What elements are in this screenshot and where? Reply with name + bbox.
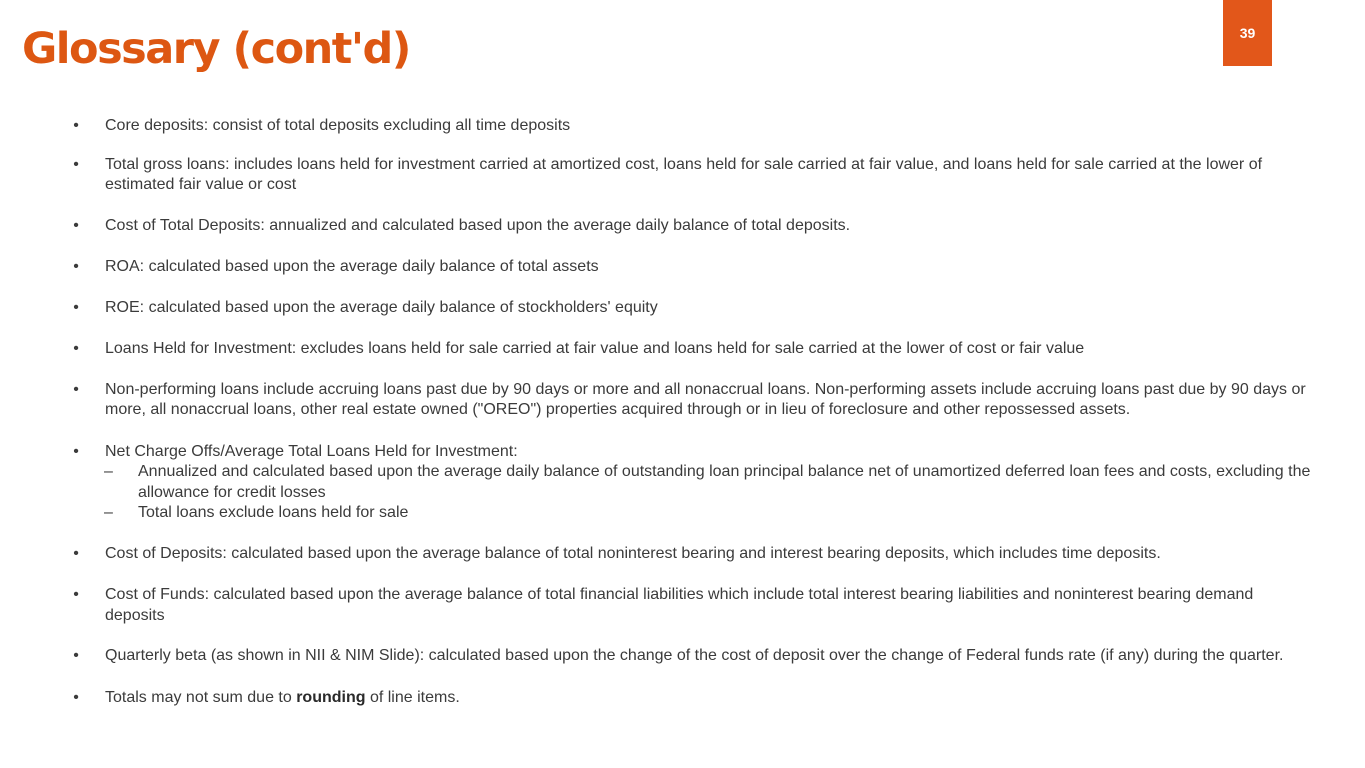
item-text: Quarterly beta (as shown in NII & NIM Slide): calculated based upon the change of the cost of deposit over the change of Federal funds rate (if any) during the quarter. <box>105 647 1284 664</box>
glossary-list <box>70 116 1316 708</box>
bullet-icon: • <box>73 647 79 664</box>
item-text: Cost of Deposits: calculated based upon the average balance of total noninterest bearing and interest bearing deposits, which includes time deposits. <box>105 544 1161 562</box>
page-title: Glossary (cont'd) <box>22 24 410 74</box>
page-number-badge: 39 <box>1223 0 1272 66</box>
bullet-icon: • <box>73 155 79 173</box>
item-text: Total gross loans: includes loans held for investment carried at amortized cost, loans held for sale carried at fair value, and loans held for sale carried at the lower of estimated fair value or cost <box>105 155 1263 193</box>
sub-list-item <box>70 503 1316 524</box>
sub-list <box>105 462 1316 524</box>
sub-item-text: Total loans exclude loans held for sale <box>138 504 409 521</box>
list-item-net-charge-offs <box>70 442 1316 524</box>
list-item-roa <box>70 257 1316 278</box>
item-text: ROE: calculated based upon the average daily balance of stockholders' equity <box>105 298 658 316</box>
list-item-cost-of-funds <box>70 585 1316 626</box>
item-text: ROA: calculated based upon the average daily balance of total assets <box>105 258 599 275</box>
list-item-cost-of-deposits <box>70 544 1316 565</box>
item-text <box>105 689 460 706</box>
bullet-icon: • <box>73 216 79 234</box>
item-text-before: Totals may not sum due to <box>105 688 297 706</box>
sub-list-item <box>70 462 1316 503</box>
bullet-icon: • <box>73 586 79 603</box>
list-item-loans-held-for-investment <box>70 339 1316 360</box>
list-item-cost-of-total-deposits <box>70 216 1316 237</box>
bullet-icon: • <box>73 117 79 134</box>
bullet-icon: • <box>73 688 79 706</box>
item-text-after: of line items. <box>365 688 460 706</box>
list-item-total-gross-loans <box>70 155 1316 196</box>
item-text: Loans Held for Investment: excludes loans held for sale carried at fair value and loans held for sale carried at the lower of cost or fair value <box>105 340 1085 357</box>
dash-icon: – <box>104 504 113 521</box>
bullet-icon: • <box>73 258 79 275</box>
bullet-icon: • <box>73 442 79 460</box>
dash-icon: – <box>104 463 113 480</box>
bullet-icon: • <box>73 340 79 357</box>
bullet-icon: • <box>73 544 79 562</box>
list-item-non-performing-loans <box>70 380 1316 421</box>
bullet-icon: • <box>73 298 79 316</box>
item-text: Cost of Funds: calculated based upon the average balance of total financial liabilities which include total interest bearing liabilities and noninterest bearing demand deposits <box>105 586 1254 624</box>
item-text: Cost of Total Deposits: annualized and calculated based upon the average daily balance of total deposits. <box>105 216 851 234</box>
item-text: Non-performing loans include accruing loans past due by 90 days or more and all nonaccrual loans. Non-performing assets include accruing loans past due by 90 days or more, all nonaccrual loans, other real estate owned ("OREO") properties acquired through or in lieu of foreclosure and other repossessed assets. <box>105 380 1306 418</box>
list-item-quarterly-beta <box>70 646 1316 667</box>
item-text-bold: rounding <box>296 688 366 706</box>
item-text: Net Charge Offs/Average Total Loans Held for Investment: <box>105 442 518 460</box>
bullet-icon: • <box>73 380 79 398</box>
sub-item-text: Annualized and calculated based upon the average daily balance of outstanding loan principal balance net of unamortized deferred loan fees and costs, excluding the allowance for credit losses <box>138 463 1311 501</box>
list-item-totals-rounding <box>70 688 1316 709</box>
item-text: Core deposits: consist of total deposits excluding all time deposits <box>105 117 571 134</box>
list-item-core-deposits <box>70 116 1316 137</box>
list-item-roe <box>70 298 1316 319</box>
